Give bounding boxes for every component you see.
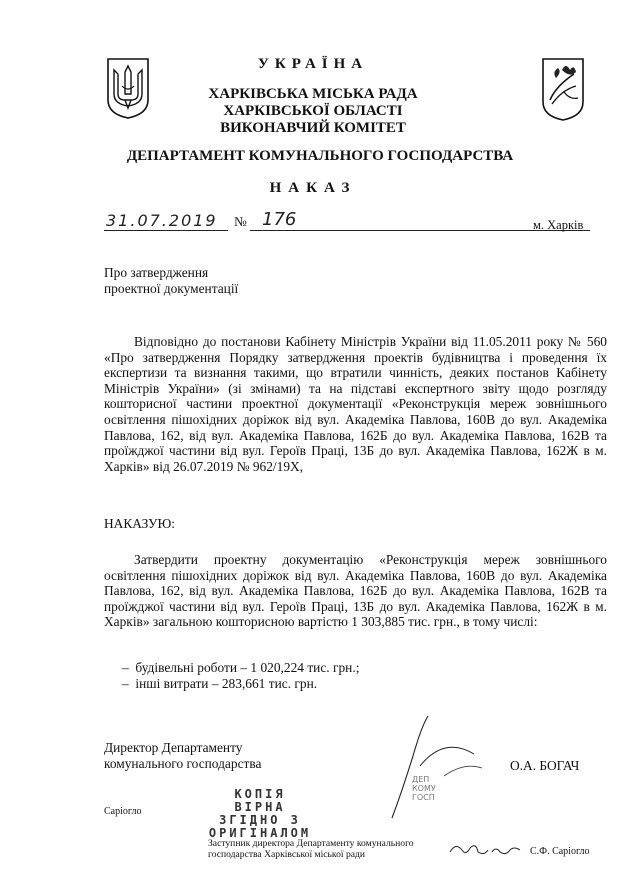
header-council-line2: ХАРКІВСЬКОЇ ОБЛАСТІ xyxy=(223,103,403,119)
order-subject xyxy=(104,265,238,296)
order-text-paragraph: Затвердити проектну документацію «Реконструкція мереж зовнішнього освітлення пішохідних доріжок від вул. Академіка Павлова, 160В до вул. Академіка Павлова, 162, від вул. Академіка Павлова, 162Б до вул. Академіка Павлова, 162В та проїжджої частини від вул. Героїв Праці, 13Б до вул. Академіка Павлова, 162Ж в м. Харків» загальною кошторисною вартістю 1 303,885 тис. грн., в тому числі: xyxy=(104,552,607,630)
signatory-title-line1: Директор Департаменту xyxy=(104,740,243,755)
signatory-title xyxy=(104,740,261,771)
faint-stamp-line1: ДЕП xyxy=(412,775,430,784)
preamble-block xyxy=(104,334,607,474)
header-council xyxy=(180,86,446,137)
header-department: ДЕПАРТАМЕНТ КОМУНАЛЬНОГО ГОСПОДАРСТВА xyxy=(126,148,514,164)
signatory-title-line2: комунального господарства xyxy=(104,755,262,771)
kharkiv-city-emblem-icon xyxy=(540,56,586,122)
faint-stamp-line3: ГОСП xyxy=(412,793,435,802)
order-subject-line1: Про затвердження xyxy=(104,265,209,280)
cost-item-text: будівельні роботи – 1 020,224 тис. грн.; xyxy=(135,660,360,675)
order-date: 31.07.2019 xyxy=(106,211,218,230)
cost-item-text: інші витрати – 283,661 тис. грн. xyxy=(135,675,318,691)
faint-stamp-line2: КОМУ xyxy=(412,784,436,793)
certification-name: С.Ф. Саріогло xyxy=(530,846,590,857)
order-city: м. Харків xyxy=(533,218,584,232)
order-number-label: № xyxy=(234,214,247,229)
director-signature-icon xyxy=(384,706,504,826)
certification-line2: господарства Харківської міської ради xyxy=(208,849,366,860)
cost-item: – будівельні роботи – 1 020,224 тис. грн.; xyxy=(122,660,360,675)
cost-item: – інші витрати – 283,661 тис. грн. xyxy=(122,675,318,691)
order-subject-line2: проектної документації xyxy=(104,280,239,296)
certification-block xyxy=(208,838,414,860)
executor-name: Саріогло xyxy=(104,806,142,817)
signatory-name: О.А. БОГАЧ xyxy=(510,758,580,773)
header-council-line3: ВИКОНАВЧИЙ КОМІТЕТ xyxy=(220,120,406,136)
coat-of-arms-ukraine-icon xyxy=(105,56,151,120)
order-number: 176 xyxy=(262,209,297,230)
order-word: НАКАЗУЮ: xyxy=(104,516,175,531)
certification-line1: Заступник директора Департаменту комунального xyxy=(208,838,414,849)
header-country: УКРАЇНА xyxy=(257,56,369,72)
faint-stamp xyxy=(412,775,436,802)
preamble-paragraph: Відповідно до постанови Кабінету Міністрів України від 11.05.2011 року № 560 «Про затвердження Порядку затвердження проектів будівництва і проведення їх експертизи та визнання такими, що втратили чинність, деяких постанов Кабінету Міністрів України» (зі змінами) та на підставі експертного звіту щодо розгляду кошторисної частини проектної документації «Реконструкція мереж зовнішнього освітлення пішохідних доріжок від вул. Академіка Павлова, 160В до вул. Академіка Павлова, 162, від вул. Академіка Павлова, 162Б до вул. Академіка Павлова, 162В та проїжджої частини від вул. Героїв Праці, 13Б до вул. Академіка Павлова, 162Ж в м. Харків» від 26.07.2019 № 962/19Х, xyxy=(104,334,607,474)
copy-true-stamp xyxy=(204,788,316,840)
document-type-title: НАКАЗ xyxy=(269,180,357,196)
deputy-signature-icon xyxy=(448,840,524,860)
header-council-line1: ХАРКІВСЬКА МІСЬКА РАДА xyxy=(208,86,418,102)
cost-items-list xyxy=(122,660,359,691)
copy-true-stamp-line3: ОРИГІНАЛОМ xyxy=(208,826,312,840)
copy-true-stamp-line2: ЗГІДНО З xyxy=(219,813,301,827)
order-date-underline xyxy=(104,230,228,231)
copy-true-stamp-line1: КОПІЯ ВІРНА xyxy=(234,787,286,814)
order-text-block xyxy=(104,552,607,630)
